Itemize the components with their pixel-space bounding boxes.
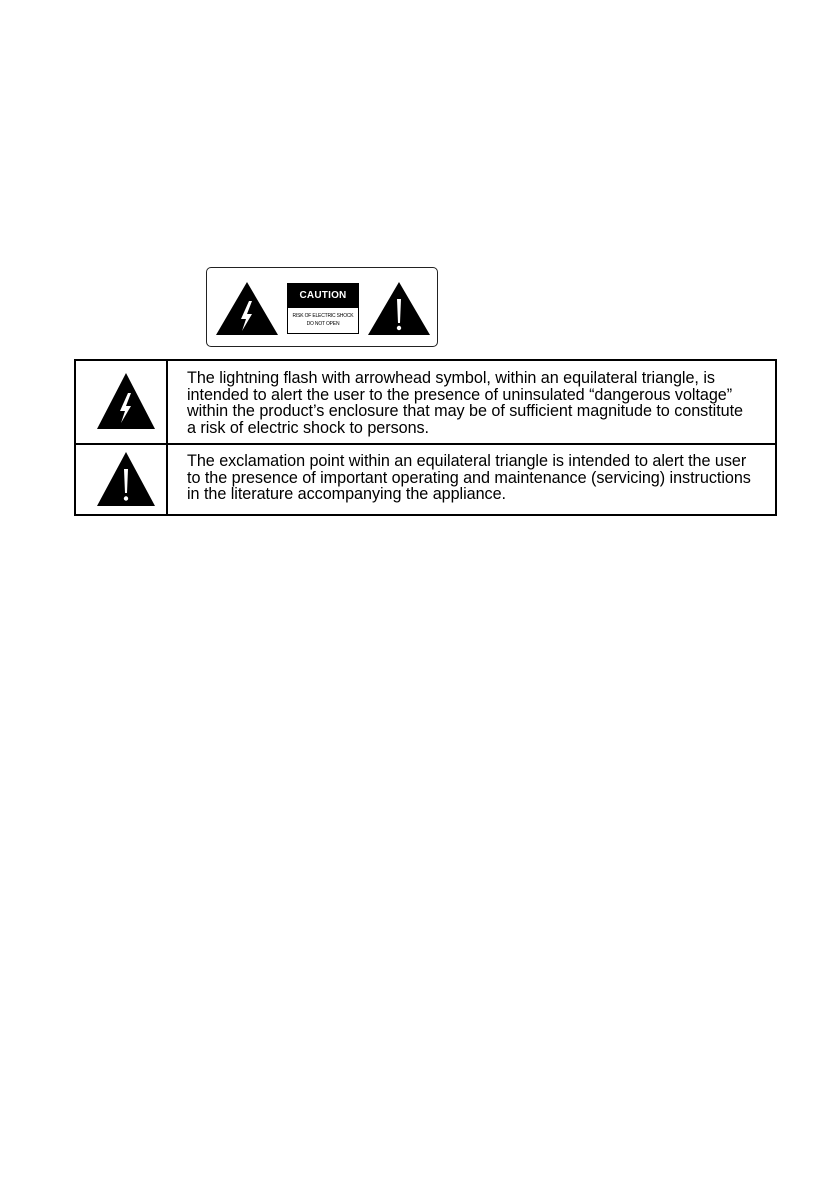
table-row-lightning [76,361,775,445]
exclamation-triangle-icon [96,451,156,507]
description-line: to the presence of important operating and maintenance (servicing) instructions [187,468,751,487]
exclamation-triangle-icon [367,280,431,336]
exclamation-description [187,453,769,503]
description-line: within the product’s enclosure that may be of sufficient magnitude to constitute [187,402,743,420]
symbol-cell [76,361,168,443]
caution-risk-text: RISK OF ELECTRIC SHOCK [292,313,354,319]
caution-box [287,283,359,334]
caution-title: CAUTION [288,284,358,308]
symbol-explanation-table [74,359,777,516]
description-line: The lightning flash with arrowhead symbol, within an equilateral triangle, is [187,369,715,387]
description-line: a risk of electric shock to persons. [187,418,430,437]
caution-label [206,267,438,347]
caution-do-not-open-text: DO NOT OPEN [306,321,340,327]
lightning-triangle-icon [215,280,279,336]
description-line: in the literature accompanying the appliance. [187,485,507,503]
lightning-triangle-icon [96,372,156,430]
table-row-exclamation [76,445,775,514]
description-line: The exclamation point within an equilateral triangle is intended to alert the user [187,452,747,470]
description-line: intended to alert the user to the presence of uninsulated “dangerous voltage” [187,385,733,404]
symbol-cell [76,445,168,514]
lightning-description [187,370,769,436]
